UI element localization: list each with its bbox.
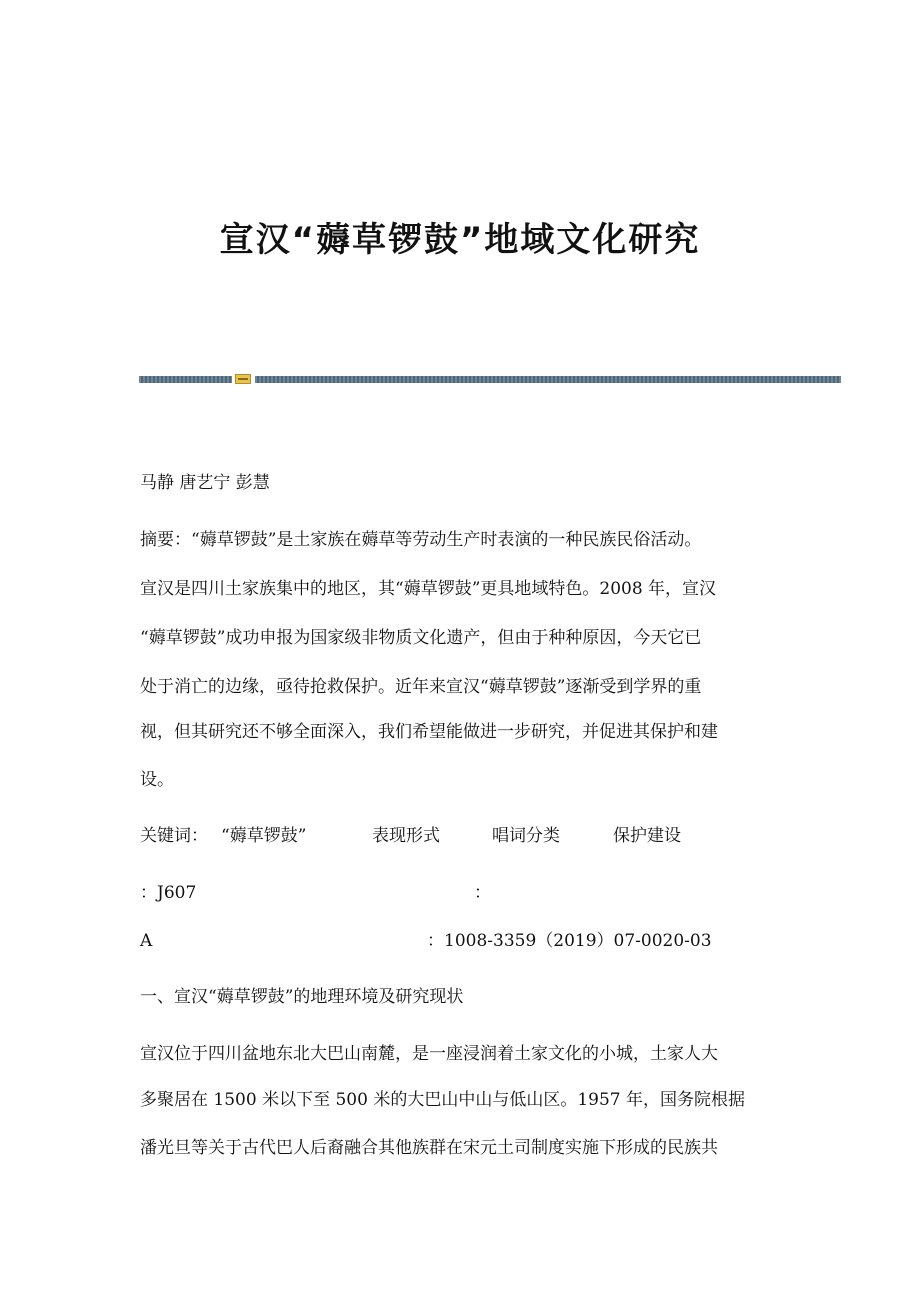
- keyword-item: 保护建设: [613, 826, 681, 846]
- abstract-line: 设。: [140, 770, 174, 790]
- keyword-item: “薅草锣鼓”: [221, 826, 307, 846]
- doc-code-colon: ：: [474, 883, 491, 903]
- abstract-line: 视，但其研究还不够全面深入，我们希望能做进一步研究，并促进其保护和建: [140, 722, 718, 742]
- abstract-line: 摘要：“薅草锣鼓”是土家族在薅草等劳动生产时表演的一种民族民俗活动。: [140, 530, 702, 550]
- keyword-item: 表现形式: [372, 826, 440, 846]
- abstract-line: “薅草锣鼓”成功申报为国家级非物质文化遗产，但由于种种原因，今天它已: [140, 628, 702, 648]
- keywords-label: 关键词：: [140, 826, 208, 846]
- clc-number: ：J607: [140, 883, 197, 903]
- divider-bar-right: [255, 376, 841, 383]
- divider-bar-left: [139, 376, 232, 383]
- body-line: 潘光旦等关于古代巴人后裔融合其他族群在宋元土司制度实施下形成的民族共: [140, 1138, 718, 1158]
- abstract-line: 宣汉是四川土家族集中的地区，其“薅草锣鼓”更具地域特色。2008 年，宣汉: [140, 579, 717, 599]
- authors: 马静 唐艺宁 彭慧: [140, 473, 270, 493]
- keyword-item: 唱词分类: [492, 826, 560, 846]
- title-divider: [139, 374, 841, 384]
- body-line: 宣汉位于四川盆地东北大巴山南麓，是一座浸润着土家文化的小城，土家人大: [140, 1044, 718, 1064]
- section-heading: 一、宣汉“薅草锣鼓”的地理环境及研究现状: [140, 987, 464, 1007]
- abstract-line: 处于消亡的边缘，亟待抢救保护。近年来宣汉“薅草锣鼓”逐渐受到学界的重: [140, 677, 702, 697]
- paper-title: 宣汉“薅草锣鼓”地域文化研究: [219, 220, 701, 260]
- divider-ornament-icon: [235, 374, 251, 384]
- doc-code: A: [140, 931, 153, 951]
- article-id: ：1008-3359（2019）07-0020-03: [427, 931, 712, 951]
- body-line: 多聚居在 1500 米以下至 500 米的大巴山中山与低山区。1957 年，国务院根据: [140, 1090, 745, 1110]
